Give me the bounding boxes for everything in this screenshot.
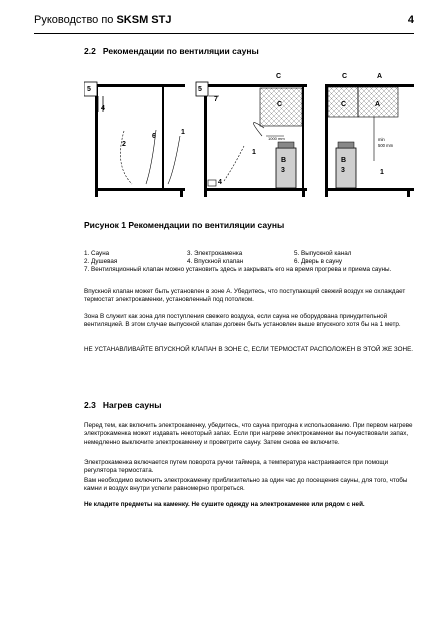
label-a-right: A [375,101,381,108]
heater [276,148,296,188]
label-6: 6 [152,133,156,140]
legend-item-4: 4. Впускной клапан [187,258,244,265]
ventilation-figure [84,66,414,206]
ceiling [95,84,185,87]
section-title: Нагрев сауны [102,400,162,410]
section-number: 2.2 [84,46,96,56]
paragraph-zone-b: Зона B служит как зона для поступления свежего воздуха, если сауна не оборудована принудительной вентиляцией. В этом случае выпускной клапан должен быть установлен выше впускного хотя бы на 1 метр. [84,313,401,329]
label-5-left: 5 [87,86,91,93]
heater [336,148,356,188]
section-title: Рекомендации по вентиляции сауны [102,46,259,56]
section-number: 2.3 [84,400,96,410]
label-distance: 1000 mm [268,136,285,141]
heater-stones [278,142,294,148]
label-a-top-right: A [377,73,383,80]
label-c-middle: C [277,101,283,108]
paragraph-zone-c-warning: НЕ УСТАНАВЛИВАЙТЕ ВПУСКНОЙ КЛАПАН В ЗОНЕ C, ЕСЛИ ТЕРМОСТАТ РАСПОЛОЖЕН В ЭТОЙ ЖЕ ЗОНЕ. [84,346,414,353]
paragraph-warning: Не кладите предметы на каменку. Не сушите одежду на электрокаменке или рядом с ней. [84,501,365,508]
inlet-valve [208,180,216,186]
wall-left [95,84,98,188]
wall-left [204,84,207,188]
label-2: 2 [122,141,126,148]
section-heading-2-3 [84,400,162,410]
ceiling [204,84,307,87]
label-min-distance: 500 mm [378,143,394,148]
diagram-middle [196,73,307,197]
figure-legend [84,250,414,274]
ceiling [325,84,414,87]
label-3-right: 3 [341,167,345,174]
legend-item-6: 6. Дверь в сауну [294,258,343,265]
label-c-top-right: C [342,73,348,80]
header-title [34,14,171,26]
page-header [34,14,414,28]
paragraph-zone-a: Впускной клапан может быть установлен в зоне A. Убедитесь, что поступающий свежий воздух не охлаждает термостат электрокаменки, установленный под потолком. [84,288,406,304]
header-rule [34,33,414,34]
legend-item-2: 2. Душевая [84,258,118,265]
legend-item-1: 1. Сауна [84,250,110,257]
floor [95,188,185,191]
section-heading-2-2 [84,46,259,56]
label-c-top-middle: C [276,73,282,80]
diagram-right [325,73,414,197]
label-5-middle: 5 [198,86,202,93]
label-c-right: C [341,101,347,108]
figure-caption: Рисунок 1 Рекомендации по вентиляции сауны [84,220,285,230]
label-7: 7 [214,96,218,103]
door-swing [168,136,180,184]
header-title-prefix: Руководство по [34,14,117,26]
label-1-middle: 1 [252,149,256,156]
paragraph-timer: Электрокаменка включается путем поворота ручки таймера, а температура настраивается при помощи регулятора термостата. [84,459,389,475]
label-b-middle: B [281,157,287,164]
label-4-left: 4 [101,105,105,112]
partition [162,84,164,188]
label-min: min [378,137,385,142]
label-1-right: 1 [380,169,384,176]
label-1-left: 1 [181,129,185,136]
floor [325,188,414,191]
legend-item-5: 5. Выпускной канал [294,250,352,257]
page-number: 4 [407,14,414,26]
label-b-right: B [341,157,347,164]
paragraph-preheat: Вам необходимо включить электрокаменку приблизительно за один час до посещения сауны, для того, чтобы камни и воздух внутри успели равномерно прогреться. [84,477,408,493]
legend-item-7: 7. Вентиляционный клапан можно установить здесь и закрывать его на время прогрева и приема сауны. [84,266,392,273]
heater-stones [338,142,354,148]
header-title-bold: SKSM STJ [116,14,172,26]
wall-left [325,84,328,188]
floor [204,188,307,191]
label-4-middle: 4 [218,179,222,186]
airflow-arrow [120,131,132,184]
diagram-left [84,82,185,197]
label-3-middle: 3 [281,167,285,174]
paragraph-before-use: Перед тем, как включить электрокаменку, убедитесь, что сауна пригодна к использованию. При первом нагреве электрокаменка может издавать некоторый запах. Если при нагреве электрокаменки вы почувствовали запах, немедленно выключите электрокаменку и проветрите сауну. Затем снова ее включите. [84,422,413,446]
legend-item-3: 3. Электрокаменка [187,250,243,257]
